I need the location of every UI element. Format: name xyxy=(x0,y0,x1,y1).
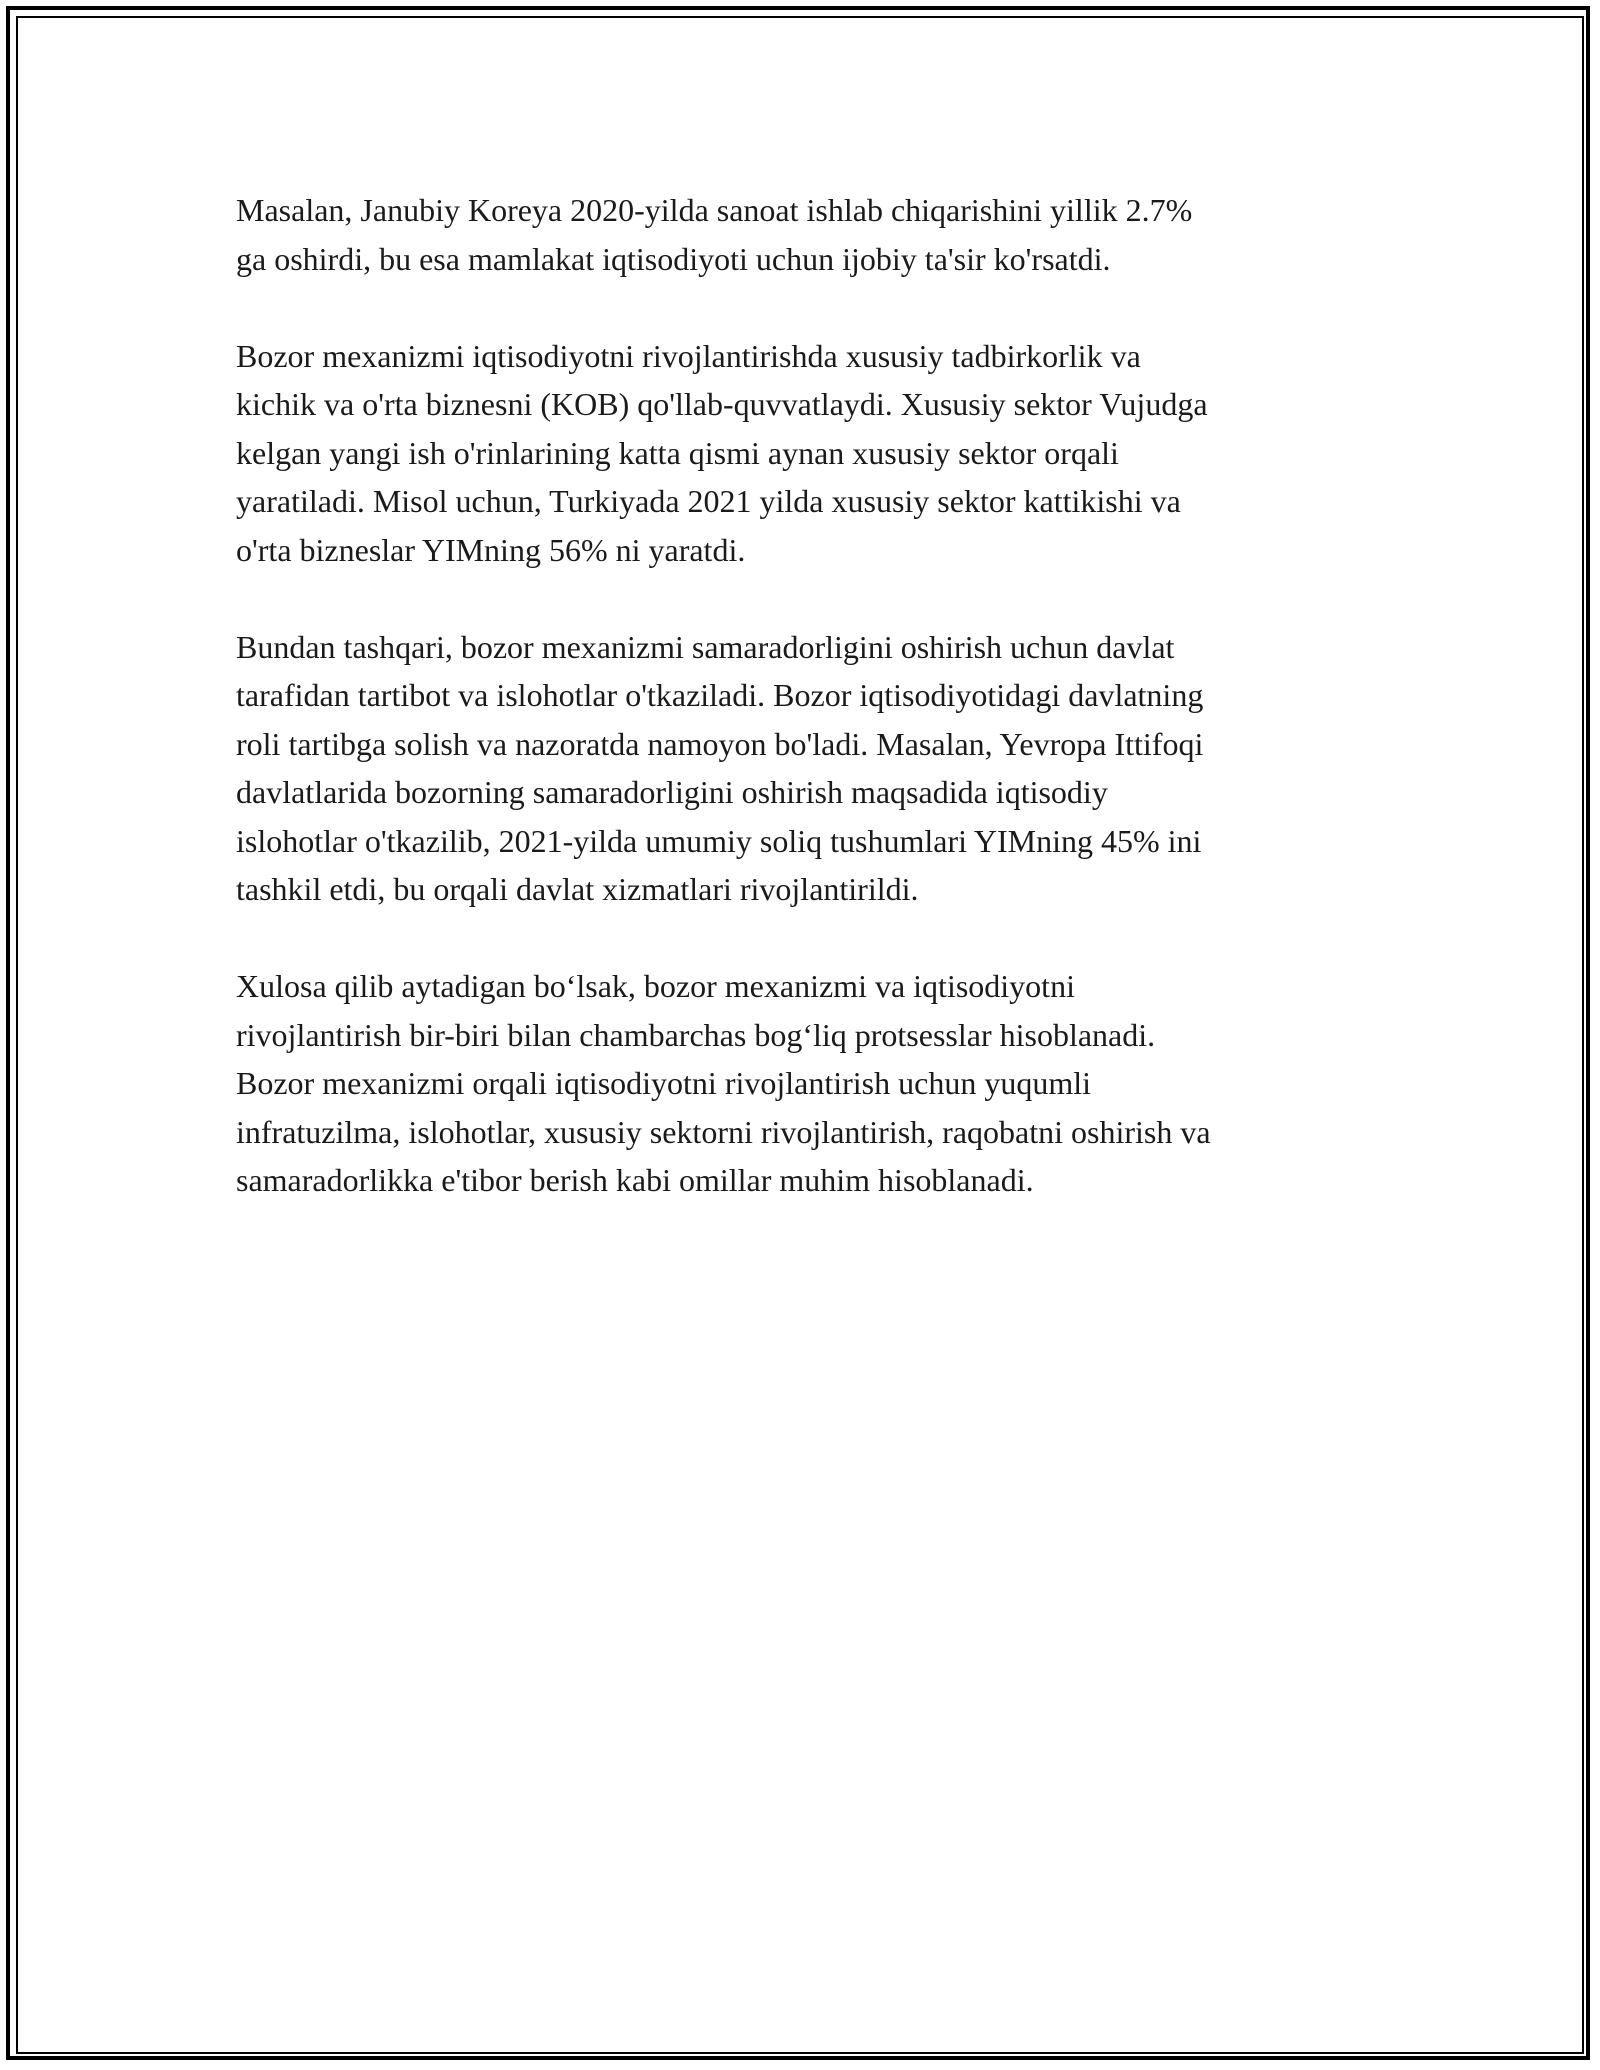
document-body xyxy=(236,186,1376,1253)
paragraph-3: Bundan tashqari, bozor mexanizmi samaradorligini oshirish uchun davlat tarafidan tartibot va islohotlar o'tkaziladi. Bozor iqtisodiyotidagi davlatning roli tartibga solish va nazoratda namoyon bo'ladi. Masalan, Yevropa Ittifoqi davlatlarida bozorning samaradorligini oshirish maqsadida iqtisodiy islohotlar o'tkazilib, 2021-yilda umumiy soliq tushumlari YIMning 45% ini tashkil etdi, bu orqali davlat xizmatlari rivojlantirildi. xyxy=(236,628,1204,907)
paragraph-1: Masalan, Janubiy Koreya 2020-yilda sanoat ishlab chiqarishini yillik 2.7% ga oshirdi, bu esa mamlakat iqtisodiyoti uchun ijobiy ta'sir ko'rsatdi. xyxy=(236,192,1193,277)
paragraph-4: Xulosa qilib aytadigan bo‘lsak, bozor mexanizmi va iqtisodiyotni rivojlantirish bir-biri bilan chambarchas bog‘liq protsesslar hisoblanadi. Bozor mexanizmi orqali iqtisodiyotni rivojlantirish uchun yuqumli infratuzilma, islohotlar, xususiy sektorni rivojlantirish, raqobatni oshirish va samaradorlikka e'tibor berish kabi omillar muhim hisoblanadi. xyxy=(236,968,1211,1198)
paragraph-2: Bozor mexanizmi iqtisodiyotni rivojlantirishda xususiy tadbirkorlik va kichik va o'rta biznesni (KOB) qo'llab-quvvatlaydi. Xususiy sektor Vujudga kelgan yangi ish o'rinlarining katta qismi aynan xususiy sektor orqali yaratiladi. Misol uchun, Turkiyada 2021 yilda xususiy sektor kattikishi va o'rta bizneslar YIMning 56% ni yaratdi. xyxy=(236,337,1208,568)
